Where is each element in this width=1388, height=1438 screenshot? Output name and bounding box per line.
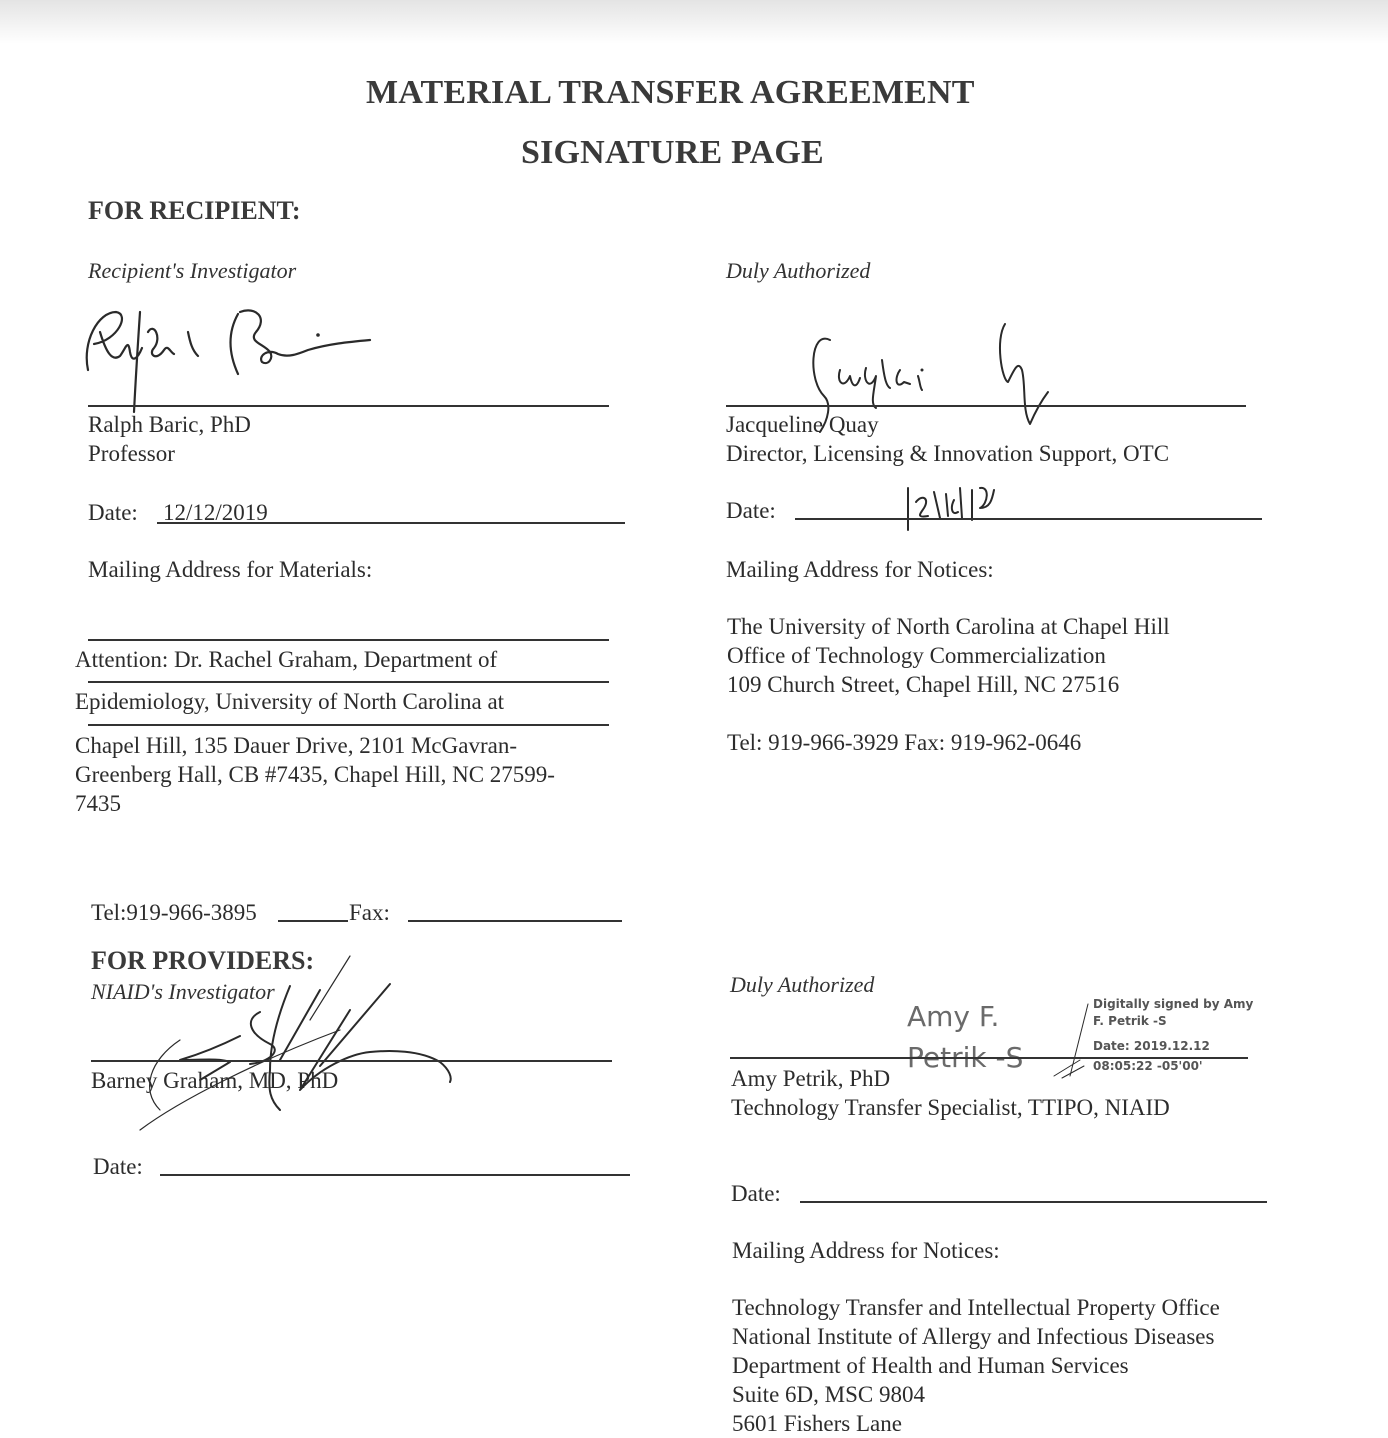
address-line-rule-1	[88, 639, 609, 641]
recipient-investigator-date-line	[157, 522, 625, 524]
tel-fill-line	[278, 920, 348, 922]
digital-signature-watermark-icon	[1040, 1000, 1100, 1080]
niaid-address-line-4: Suite 6D, MSC 9804	[732, 1382, 925, 1407]
materials-address-line-1: Attention: Dr. Rachel Graham, Department of	[75, 647, 498, 672]
recipient-fax-line	[408, 920, 622, 922]
materials-address-line-5: 7435	[75, 791, 121, 816]
recipient-authorized-date-label: Date:	[726, 498, 776, 523]
materials-address-line-2: Epidemiology, University of North Carolina at	[75, 689, 505, 714]
niaid-address-line-1: Technology Transfer and Intellectual Property Office	[732, 1295, 1220, 1320]
providers-authorized-signature-line	[730, 1057, 1248, 1059]
address-line-rule-3	[88, 724, 609, 726]
providers-heading: FOR PROVIDERS:	[91, 946, 315, 975]
recipient-investigator-date-value: 12/12/2019	[163, 500, 268, 525]
providers-authorized-name: Amy Petrik, PhD	[731, 1066, 891, 1091]
digital-signature-meta-1: Digitally signed by Amy	[1093, 997, 1254, 1011]
recipient-investigator-label: Recipient's Investigator	[88, 258, 297, 283]
recipient-fax-label: Fax:	[349, 900, 390, 925]
recipient-authorized-date-line	[795, 518, 1262, 520]
niaid-address-line-3: Department of Health and Human Services	[732, 1353, 1129, 1378]
niaid-mailing-address-label: Mailing Address for Notices:	[732, 1238, 1000, 1263]
unc-contact: Tel: 919-966-3929 Fax: 919-962-0646	[727, 730, 1082, 755]
recipient-investigator-signature-line	[88, 405, 609, 407]
materials-address-line-3: Chapel Hill, 135 Dauer Drive, 2101 McGavran-	[75, 733, 517, 758]
document-subtitle: SIGNATURE PAGE	[521, 134, 824, 171]
providers-authorized-title: Technology Transfer Specialist, TTIPO, NIAID	[731, 1095, 1170, 1120]
handwritten-date-12-16-19	[900, 474, 1030, 534]
digital-signature-meta-4: 08:05:22 -05'00'	[1093, 1059, 1203, 1073]
providers-authorized-label: Duly Authorized	[730, 972, 875, 997]
recipient-investigator-title: Professor	[88, 441, 175, 466]
viewer-top-shadow	[0, 0, 1388, 44]
barney-graham-signature	[120, 950, 460, 1140]
digital-signature-name-line-2: Petrik -S	[907, 1041, 1024, 1074]
recipient-authorized-label: Duly Authorized	[726, 258, 871, 283]
digital-signature-name-line-1: Amy F.	[907, 1000, 1000, 1033]
digital-signature-meta-2: F. Petrik -S	[1093, 1014, 1167, 1028]
providers-authorized-date-line	[800, 1201, 1267, 1203]
unc-address-line-1: The University of North Carolina at Chapel Hill	[727, 614, 1170, 639]
recipient-authorized-signature-line	[726, 405, 1246, 407]
materials-address-line-4: Greenberg Hall, CB #7435, Chapel Hill, NC 27599-	[75, 762, 555, 787]
niaid-investigator-name: Barney Graham, MD, PhD	[91, 1068, 339, 1093]
recipient-authorized-name: Jacqueline Quay	[726, 412, 879, 437]
address-line-rule-2	[88, 681, 609, 683]
niaid-investigator-signature-line	[91, 1060, 612, 1062]
niaid-investigator-date-label: Date:	[93, 1154, 143, 1179]
recipient-heading: FOR RECIPIENT:	[88, 196, 301, 225]
recipient-investigator-name: Ralph Baric, PhD	[88, 412, 251, 437]
niaid-address-line-5: 5601 Fishers Lane	[732, 1411, 902, 1436]
document-title: MATERIAL TRANSFER AGREEMENT	[366, 74, 975, 111]
unc-address-line-2: Office of Technology Commercialization	[727, 643, 1106, 668]
mailing-address-notices-label: Mailing Address for Notices:	[726, 557, 994, 582]
recipient-investigator-date-label: Date:	[88, 500, 138, 525]
niaid-investigator-date-line	[160, 1174, 630, 1176]
recipient-authorized-title: Director, Licensing & Innovation Support, OTC	[726, 441, 1170, 466]
niaid-investigator-label: NIAID's Investigator	[91, 979, 275, 1004]
ralph-baric-signature	[78, 292, 378, 412]
unc-address-line-3: 109 Church Street, Chapel Hill, NC 27516	[727, 672, 1120, 697]
mailing-address-materials-label: Mailing Address for Materials:	[88, 557, 373, 582]
digital-signature-meta-3: Date: 2019.12.12	[1093, 1039, 1210, 1053]
recipient-tel: Tel:919-966-3895	[91, 900, 257, 925]
providers-authorized-date-label: Date:	[731, 1181, 781, 1206]
niaid-address-line-2: National Institute of Allergy and Infectious Diseases	[732, 1324, 1215, 1349]
